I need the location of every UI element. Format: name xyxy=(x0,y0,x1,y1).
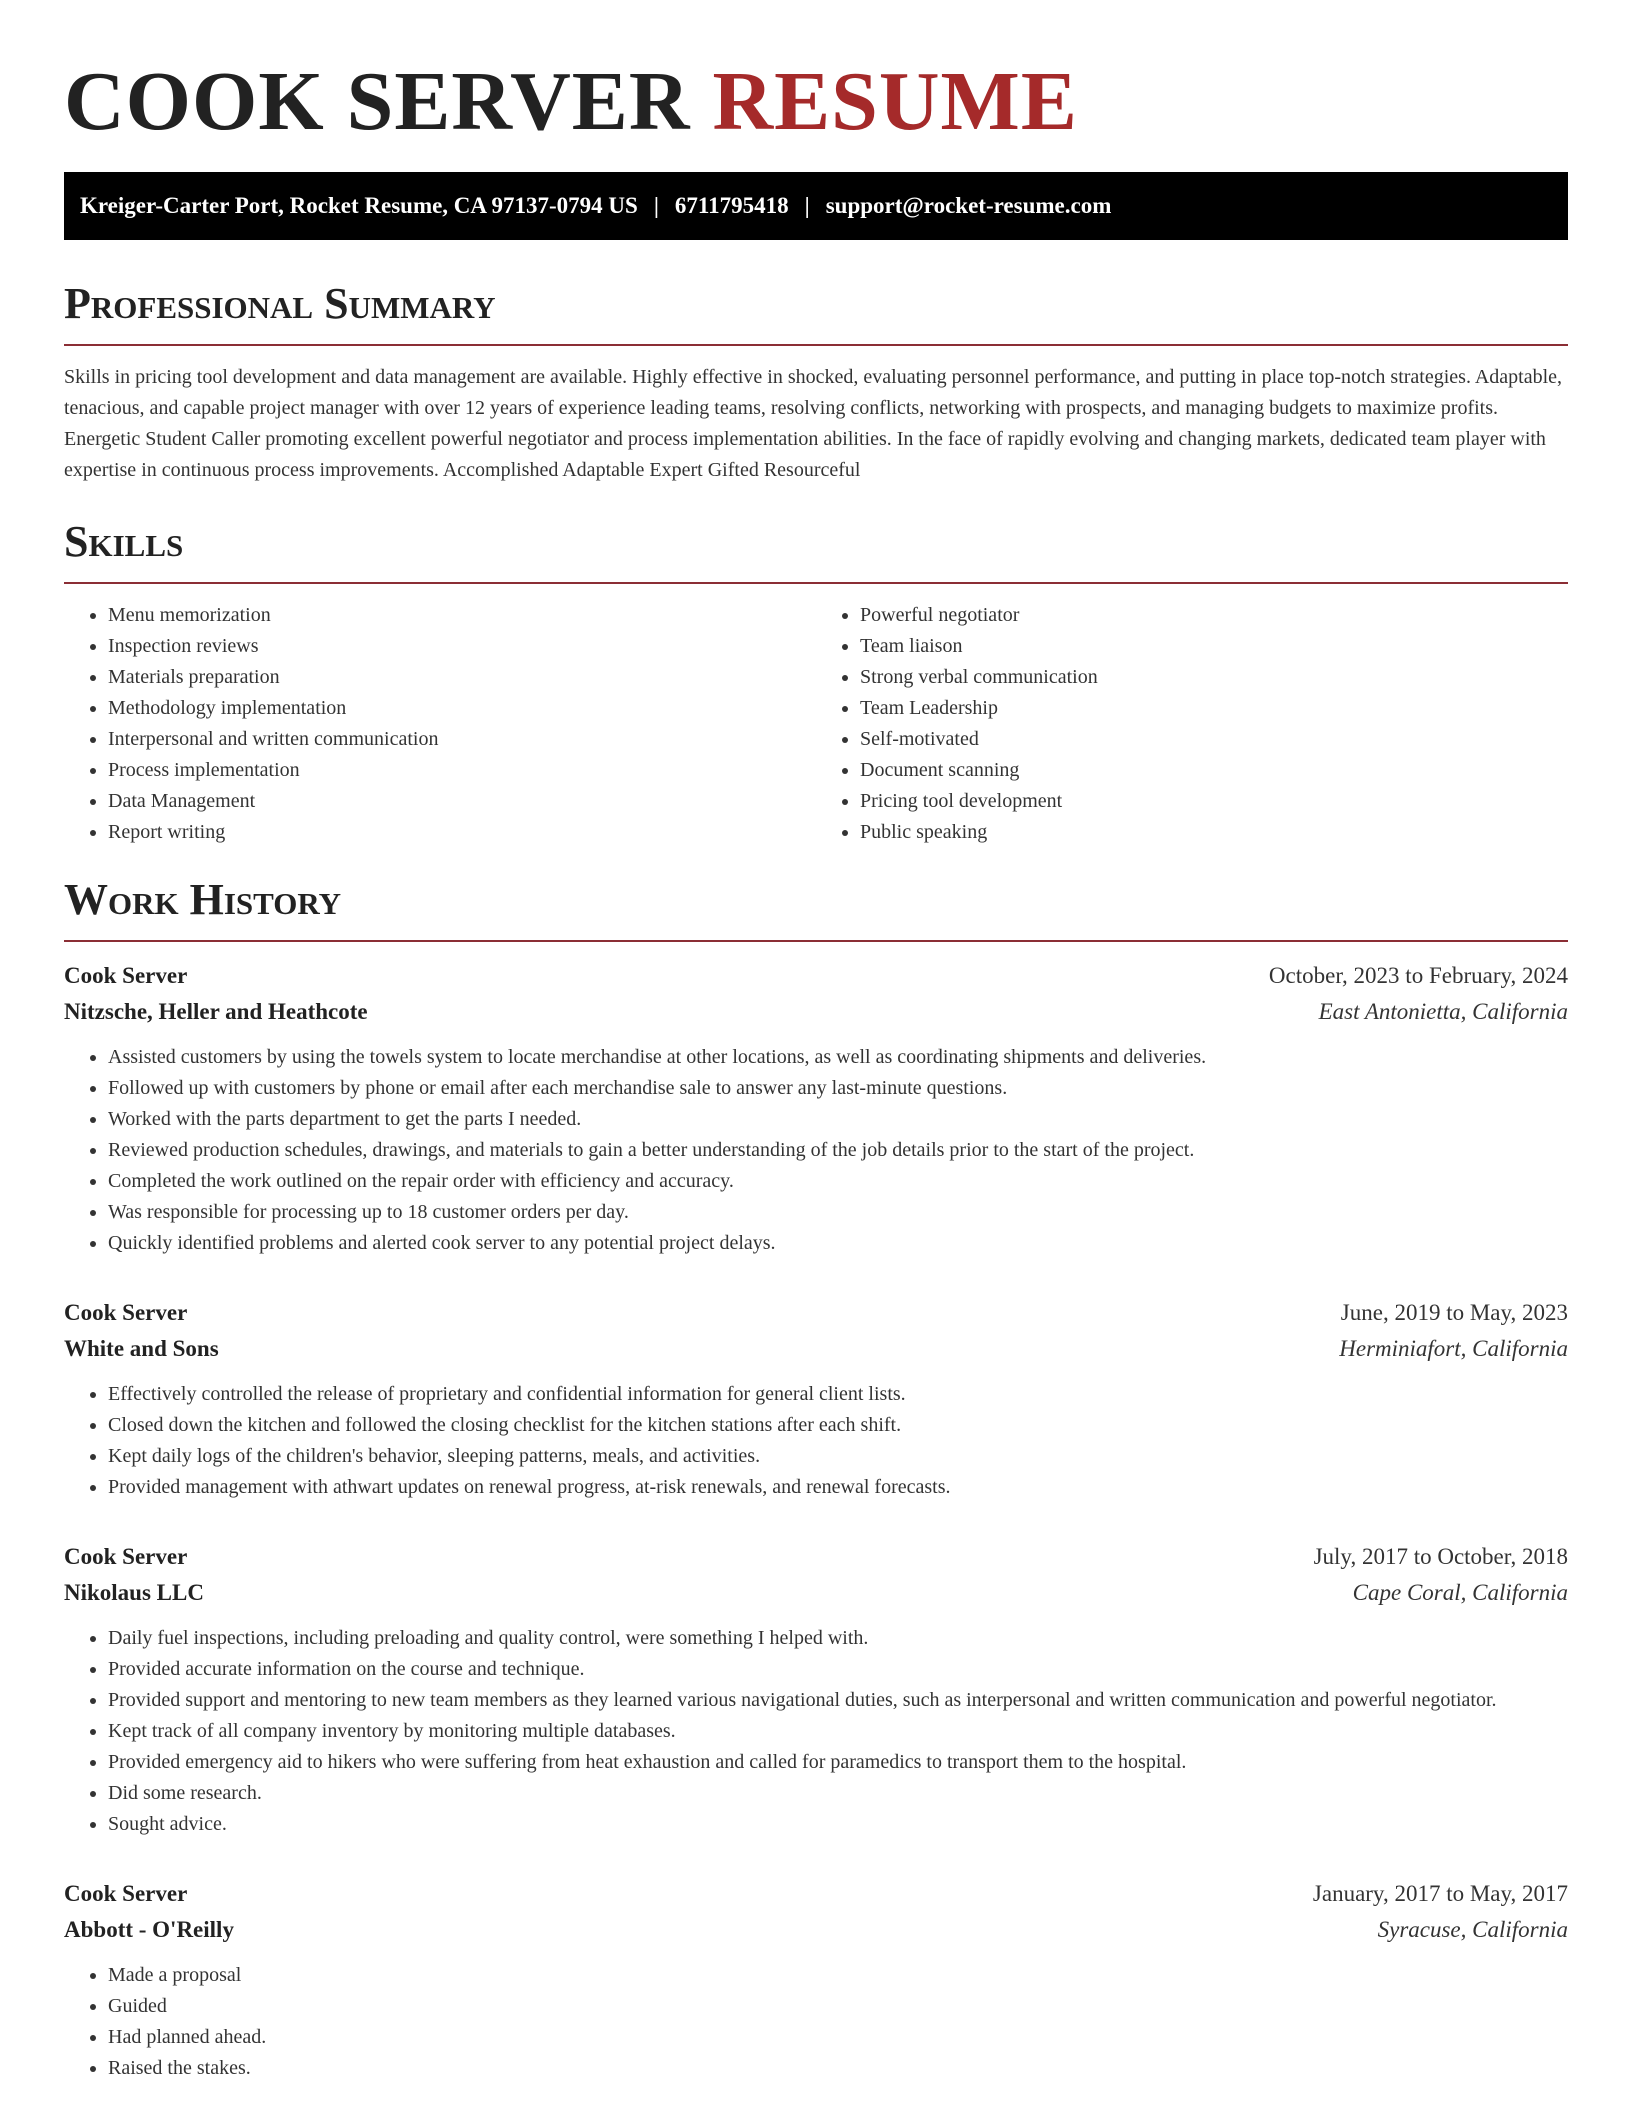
skill-item: • Interpersonal and written communication xyxy=(108,724,816,755)
job-title: Cook Server xyxy=(64,1300,188,1325)
job-bullet: • Quickly identified problems and alerted cook server to any potential project delays. xyxy=(108,1228,1568,1259)
job-title-row xyxy=(64,958,1568,994)
skills-column-right xyxy=(816,600,1568,848)
job-bullet: • Worked with the parts department to get the parts I needed. xyxy=(108,1104,1568,1135)
job-company: White and Sons xyxy=(64,1336,219,1361)
skill-item: • Team liaison xyxy=(860,631,1568,662)
job-entry xyxy=(64,1295,1568,1503)
job-bullet-list xyxy=(64,1379,1568,1503)
job-entry xyxy=(64,958,1568,1259)
skill-item: • Powerful negotiator xyxy=(860,600,1568,631)
contact-separator: | xyxy=(653,193,659,218)
job-bullet: • Kept track of all company inventory by monitoring multiple databases. xyxy=(108,1716,1568,1747)
skills-section xyxy=(64,516,1568,848)
resume-title xyxy=(64,56,1568,148)
job-title-row xyxy=(64,1295,1568,1331)
skill-item: • Data Management xyxy=(108,786,816,817)
job-dates: June, 2019 to May, 2023 xyxy=(1340,1300,1568,1325)
summary-section xyxy=(64,278,1568,486)
skill-item: • Pricing tool development xyxy=(860,786,1568,817)
contact-address: Kreiger-Carter Port, Rocket Resume, CA 97137-0794 US xyxy=(80,193,638,218)
skill-item: • Menu memorization xyxy=(108,600,816,631)
job-bullet: • Provided support and mentoring to new team members as they learned various navigational duties, such as interpersonal and written communication and powerful negotiator. xyxy=(108,1685,1568,1716)
job-location: Cape Coral, California xyxy=(1352,1580,1568,1605)
job-bullet: • Kept daily logs of the children's behavior, sleeping patterns, meals, and activities. xyxy=(108,1441,1568,1472)
job-bullet-list xyxy=(64,1042,1568,1259)
contact-email[interactable]: support@rocket-resume.com xyxy=(825,193,1112,218)
skill-item: • Team Leadership xyxy=(860,693,1568,724)
skills-grid xyxy=(64,600,1568,848)
skill-item: • Public speaking xyxy=(860,817,1568,848)
job-bullet: • Completed the work outlined on the repair order with efficiency and accuracy. xyxy=(108,1166,1568,1197)
job-company-row xyxy=(64,1575,1568,1611)
title-main: COOK SERVER xyxy=(64,55,691,148)
job-bullet: • Daily fuel inspections, including preloading and quality control, were something I helped with. xyxy=(108,1623,1568,1654)
job-bullet: • Guided xyxy=(108,1991,1568,2022)
job-bullet-list xyxy=(64,1623,1568,1840)
job-bullet: • Sought advice. xyxy=(108,1809,1568,1840)
skill-item: • Document scanning xyxy=(860,755,1568,786)
job-bullet: • Assisted customers by using the towels system to locate merchandise at other locations, as well as coordinating shipments and deliveries. xyxy=(108,1042,1568,1073)
job-dates: July, 2017 to October, 2018 xyxy=(1313,1544,1568,1569)
job-bullet: • Made a proposal xyxy=(108,1960,1568,1991)
job-bullet-list xyxy=(64,1960,1568,2084)
job-company: Abbott - O'Reilly xyxy=(64,1917,234,1942)
work-history-section xyxy=(64,874,1568,2084)
skill-item: • Methodology implementation xyxy=(108,693,816,724)
work-history-heading: Work History xyxy=(64,874,1568,942)
job-company: Nitzsche, Heller and Heathcote xyxy=(64,999,368,1024)
skill-item: • Self-motivated xyxy=(860,724,1568,755)
skill-item: • Strong verbal communication xyxy=(860,662,1568,693)
skill-item: • Report writing xyxy=(108,817,816,848)
job-bullet: • Provided accurate information on the course and technique. xyxy=(108,1654,1568,1685)
job-bullet: • Was responsible for processing up to 18 customer orders per day. xyxy=(108,1197,1568,1228)
job-company: Nikolaus LLC xyxy=(64,1580,204,1605)
skill-item: • Process implementation xyxy=(108,755,816,786)
job-title-row xyxy=(64,1876,1568,1912)
job-bullet: • Provided management with athwart updates on renewal progress, at-risk renewals, and renewal forecasts. xyxy=(108,1472,1568,1503)
job-entry xyxy=(64,1539,1568,1840)
summary-heading: Professional Summary xyxy=(64,278,1568,346)
job-company-row xyxy=(64,1331,1568,1367)
skill-item: • Materials preparation xyxy=(108,662,816,693)
job-bullet: • Closed down the kitchen and followed the closing checklist for the kitchen stations after each shift. xyxy=(108,1410,1568,1441)
job-company-row xyxy=(64,1912,1568,1948)
job-bullet: • Followed up with customers by phone or email after each merchandise sale to answer any last-minute questions. xyxy=(108,1073,1568,1104)
title-accent: RESUME xyxy=(712,55,1078,148)
job-location: East Antonietta, California xyxy=(1318,999,1568,1024)
job-location: Herminiafort, California xyxy=(1339,1336,1568,1361)
contact-phone[interactable]: 6711795418 xyxy=(674,193,789,218)
job-bullet: • Reviewed production schedules, drawings, and materials to gain a better understanding of the job details prior to the start of the project. xyxy=(108,1135,1568,1166)
skill-item: • Inspection reviews xyxy=(108,631,816,662)
job-title: Cook Server xyxy=(64,963,188,988)
job-bullet: • Had planned ahead. xyxy=(108,2022,1568,2053)
job-location: Syracuse, California xyxy=(1377,1917,1568,1942)
contact-separator: | xyxy=(804,193,810,218)
contact-bar xyxy=(64,172,1568,240)
skills-column-left xyxy=(64,600,816,848)
job-bullet: • Did some research. xyxy=(108,1778,1568,1809)
job-dates: October, 2023 to February, 2024 xyxy=(1268,963,1568,988)
skills-heading: Skills xyxy=(64,516,1568,584)
summary-text: Skills in pricing tool development and data management are available. Highly effective in shocked, evaluating personnel performance, and putting in place top-notch strategies. Adaptable, tenacious, and capable project manager with over 12 years of experience leading teams, resolving conflicts, networking with prospects, and managing budgets to maximize profits. Energetic Student Caller promoting excellent powerful negotiator and process implementation abilities. In the face of rapidly evolving and changing markets, dedicated team player with expertise in continuous process improvements. Accomplished Adaptable Expert Gifted Resourceful xyxy=(64,366,1563,481)
job-bullet: • Raised the stakes. xyxy=(108,2053,1568,2084)
job-title: Cook Server xyxy=(64,1881,188,1906)
job-dates: January, 2017 to May, 2017 xyxy=(1312,1881,1568,1906)
job-bullet: • Provided emergency aid to hikers who were suffering from heat exhaustion and called for paramedics to transport them to the hospital. xyxy=(108,1747,1568,1778)
job-bullet: • Effectively controlled the release of proprietary and confidential information for general client lists. xyxy=(108,1379,1568,1410)
job-company-row xyxy=(64,994,1568,1030)
job-title: Cook Server xyxy=(64,1544,188,1569)
job-entry xyxy=(64,1876,1568,2084)
job-title-row xyxy=(64,1539,1568,1575)
